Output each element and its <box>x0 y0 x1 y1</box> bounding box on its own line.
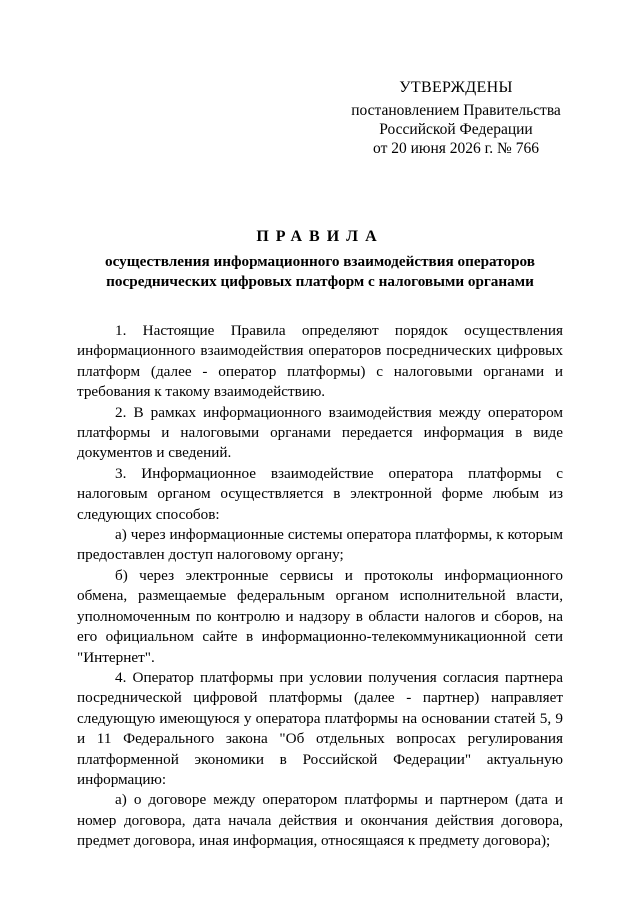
paragraph-3a: а) через информационные системы оператора платформы, к которым предоставлен доступ налоговому органу; <box>77 526 563 564</box>
paragraph-3b: б) через электронные сервисы и протоколы информационного обмена, размещаемые федеральным органом исполнительной власти, уполномоченным по контролю и надзору в области налогов и сборов, на его официальном сайте в информационно-телекоммуникационной сети "Интернет". <box>77 566 563 666</box>
approval-line-3: от 20 июня 2026 г. № 766 <box>373 140 539 157</box>
document-title: ПРАВИЛА <box>256 228 384 245</box>
approval-heading: УТВЕРЖДЕНЫ <box>399 79 513 96</box>
paragraph-4: 4. Оператор платформы при условии получения согласия партнера посреднической цифровой платформы (далее - партнер) направляет следующую имеющуюся у оператора платформы на основании статей 5, 9 и 11 Федерального закона "Об отдельных вопросах регулирования платформенной экономики в Российской Федерации" актуальную информацию: <box>77 668 563 788</box>
paragraph-4a: а) о договоре между оператором платформы и партнером (дата и номер договора, дата начала действия и окончания действия договора, предмет договора, иная информация, относящаяся к предмету договора); <box>77 791 563 850</box>
subtitle-line-2: посреднических цифровых платформ с налоговыми органами <box>106 273 534 290</box>
approval-line-1: постановлением Правительства <box>351 102 561 119</box>
approval-line-2: Российской Федерации <box>379 121 533 138</box>
paragraph-1: 1. Настоящие Правила определяют порядок осуществления информационного взаимодействия операторов посреднических цифровых платформ (далее - оператор платформы) с налоговыми органами и требования к такому взаимодействию. <box>77 322 563 401</box>
document-body <box>77 321 563 852</box>
paragraph-3: 3. Информационное взаимодействие оператора платформы с налоговым органом осуществляется в электронной форме любым из следующих способов: <box>77 464 563 523</box>
document-subtitle <box>76 252 564 292</box>
approval-stamp <box>330 78 582 158</box>
subtitle-line-1: осуществления информационного взаимодействия операторов <box>105 253 535 270</box>
paragraph-2: 2. В рамках информационного взаимодействия между оператором платформы и налоговыми органами передается информация в виде документов и сведений. <box>77 403 563 462</box>
